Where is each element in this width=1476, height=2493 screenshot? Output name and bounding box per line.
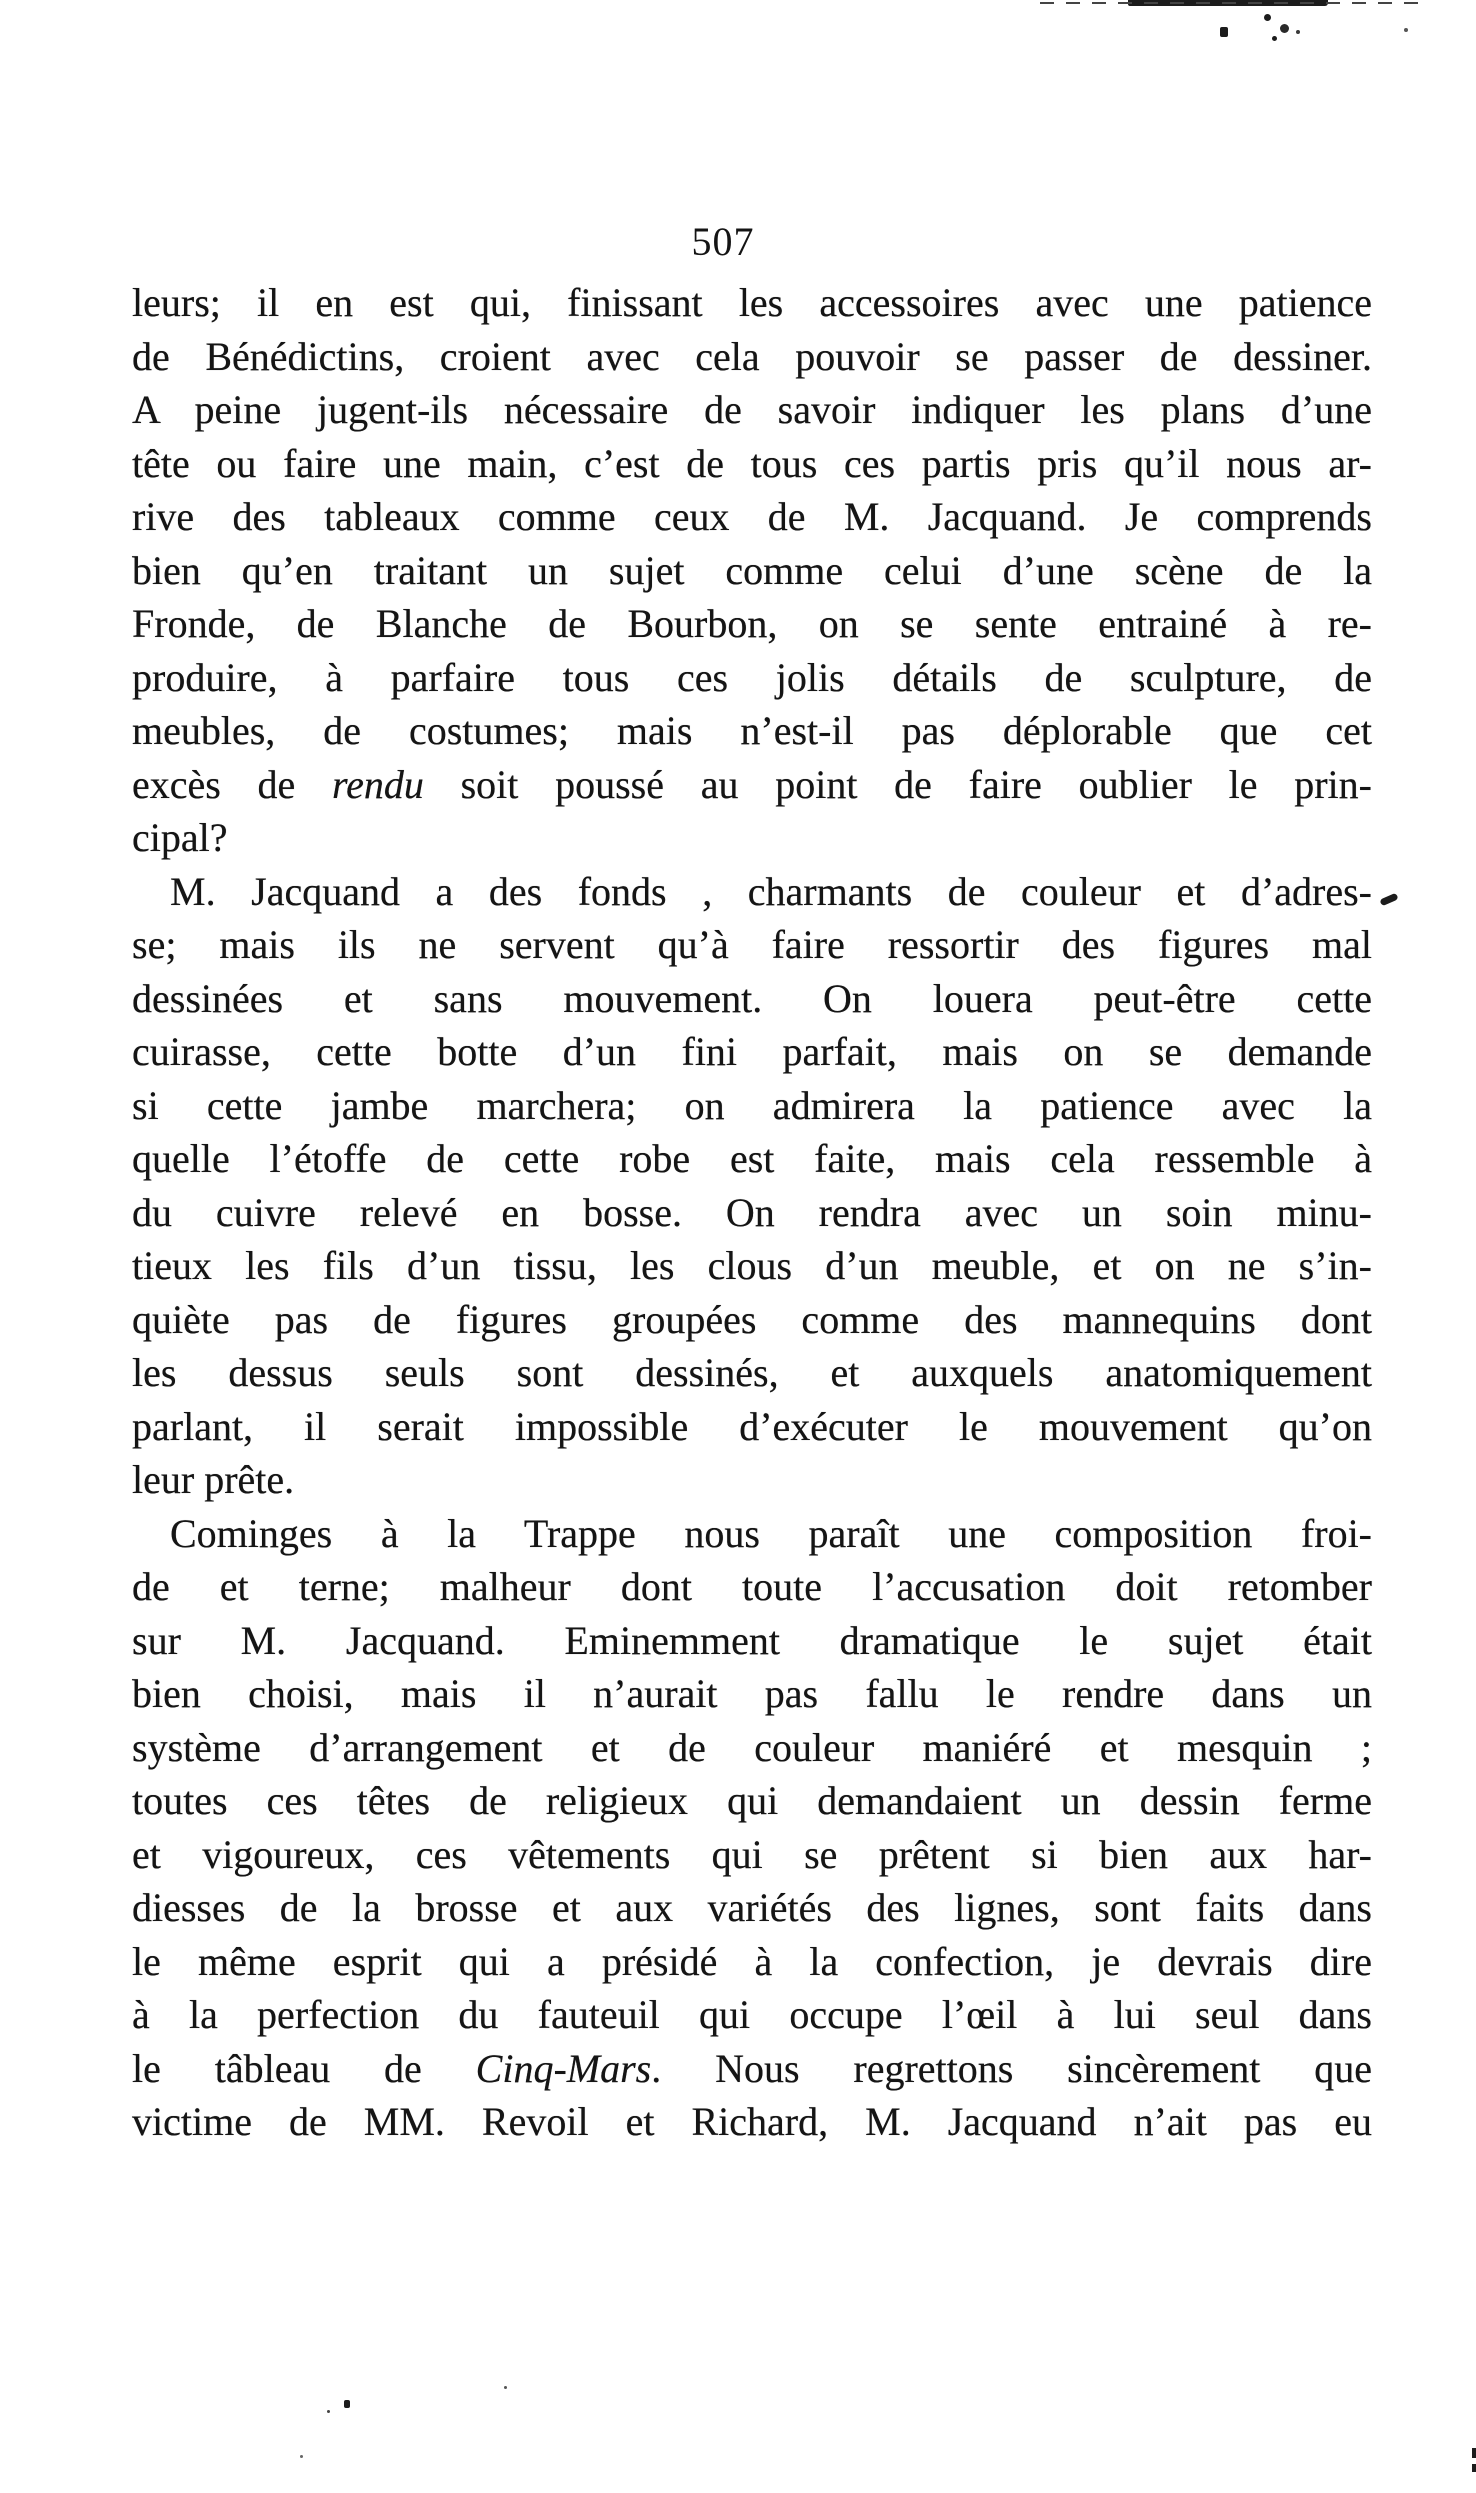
scan-speck — [504, 2386, 507, 2389]
scan-speck — [1272, 36, 1277, 41]
text-line — [132, 1025, 1372, 1079]
text-line — [132, 1828, 1372, 1882]
italic-text-segment: Cinq-Mars — [475, 2045, 652, 2091]
text-line — [132, 704, 1372, 758]
text-line — [132, 918, 1372, 972]
text-segment: si cette jambe marchera; on admirera la patience avec la — [132, 1082, 1372, 1128]
text-line — [132, 1132, 1372, 1186]
text-segment: les dessus seuls sont dessinés, et auxquels anatomiquement — [132, 1350, 1372, 1395]
text-segment: produire, à parfaire tous ces jolis détails de sculpture, de — [132, 654, 1372, 700]
text-segment: à la perfection du fauteuil qui occupe l’œil à lui seul dans — [132, 1992, 1372, 2037]
scan-speck — [1264, 14, 1271, 21]
scan-speck — [1404, 28, 1408, 32]
text-line — [132, 1935, 1372, 1989]
text-line — [132, 1721, 1372, 1775]
text-segment: victime de MM. Revoil et Richard, M. Jacquand n’ait pas eu — [132, 2099, 1372, 2144]
text-segment: dessinées et sans mouvement. On louera peut-être cette — [132, 975, 1372, 1021]
text-line — [132, 811, 1372, 865]
text-segment: système d’arrangement et de couleur maniéré et mesquin ; — [132, 1724, 1372, 1770]
scan-speck — [1220, 27, 1228, 37]
scan-speck — [1296, 30, 1300, 34]
text-segment: bien choisi, mais il n’aurait pas fallu le rendre dans un — [132, 1671, 1372, 1716]
text-segment: rive des tableaux comme ceux de M. Jacquand. Je comprends — [132, 494, 1372, 539]
text-segment: quiète pas de figures groupées comme des mannequins dont — [132, 1296, 1372, 1342]
text-line — [132, 865, 1372, 919]
text-line — [132, 972, 1372, 1026]
italic-text-segment: rendu — [332, 761, 424, 807]
text-line — [132, 276, 1372, 330]
scan-smudge-dashes — [1040, 2, 1430, 4]
text-line — [132, 544, 1372, 598]
text-segment: leurs; il en est qui, finissant les accessoires avec une patience — [132, 280, 1372, 325]
text-segment: le tâbleau de — [132, 2045, 476, 2091]
text-segment: du cuivre relevé en bosse. On rendra avec un soin minu- — [132, 1189, 1372, 1235]
text-segment: Cominges à la Trappe nous paraît une composition froi- — [170, 1510, 1372, 1556]
text-line — [132, 651, 1372, 705]
text-segment: de et terne; malheur dont toute l’accusation doit retomber — [132, 1564, 1372, 1609]
scan-edge-tick — [1472, 2464, 1476, 2472]
text-line — [132, 437, 1372, 491]
scan-speck — [300, 2455, 303, 2458]
text-segment: tieux les fils d’un tissu, les clous d’un meuble, et on ne s’in- — [132, 1243, 1372, 1288]
text-segment: parlant, il serait impossible d’exécuter le mouvement qu’on — [132, 1403, 1372, 1449]
text-line — [132, 1079, 1372, 1133]
body-text — [132, 276, 1372, 2149]
text-segment: cuirasse, cette botte d’un fini parfait, mais on se demande — [132, 1029, 1372, 1074]
text-line — [132, 1988, 1372, 2042]
text-line — [132, 1560, 1372, 1614]
text-segment: de Bénédictins, croient avec cela pouvoir se passer de dessiner. — [132, 333, 1372, 379]
text-segment: leur prête. — [132, 1457, 295, 1502]
text-line — [132, 490, 1372, 544]
text-segment: excès de — [132, 761, 333, 807]
scan-speck — [1280, 24, 1289, 33]
text-segment: le même esprit qui a présidé à la confection, je devrais dire — [132, 1938, 1372, 1984]
text-segment: et vigoureux, ces vêtements qui se prêtent si bien aux har- — [132, 1831, 1372, 1877]
text-segment: diesses de la brosse et aux variétés des lignes, sont faits dans — [132, 1885, 1372, 1930]
text-segment: A peine jugent-ils nécessaire de savoir indiquer les plans d’une — [132, 387, 1372, 432]
text-line — [132, 1293, 1372, 1347]
text-line — [132, 1453, 1372, 1507]
text-line — [132, 330, 1372, 384]
scan-speck — [344, 2400, 350, 2408]
text-line — [132, 1400, 1372, 1454]
text-line — [132, 1346, 1372, 1400]
text-segment: quelle l’étoffe de cette robe est faite, mais cela ressemble à — [132, 1136, 1372, 1181]
page-number: 507 — [691, 219, 755, 264]
text-segment: cipal? — [132, 815, 228, 860]
text-line — [132, 758, 1372, 812]
scan-edge-tick — [1472, 2448, 1476, 2458]
text-line — [132, 1239, 1372, 1293]
text-segment: bien qu’en traitant un sujet comme celui d’une scène de la — [132, 547, 1372, 593]
text-line — [132, 383, 1372, 437]
text-segment: . Nous regrettons sincèrement que — [651, 2045, 1373, 2091]
text-line — [132, 2042, 1372, 2096]
text-segment: toutes ces têtes de religieux qui demandaient un dessin ferme — [132, 1778, 1372, 1823]
text-line — [132, 597, 1372, 651]
text-line — [132, 1667, 1372, 1721]
scan-speck — [327, 2410, 330, 2413]
text-segment: M. Jacquand a des fonds , charmants de couleur et d’adres- — [170, 868, 1372, 914]
text-segment: Fronde, de Blanche de Bourbon, on se sente entrainé à re- — [132, 601, 1372, 646]
text-segment: tête ou faire une main, c’est de tous ces partis pris qu’il nous ar- — [132, 440, 1372, 486]
text-segment: sur M. Jacquand. Eminemment dramatique le sujet était — [132, 1617, 1372, 1663]
text-segment: soit poussé au point de faire oublier le prin- — [423, 761, 1372, 807]
text-line — [132, 1507, 1372, 1561]
text-line — [132, 1881, 1372, 1935]
text-segment: se; mais ils ne servent qu’à faire ressortir des figures mal — [132, 922, 1372, 967]
text-line — [132, 1774, 1372, 1828]
text-line — [132, 1186, 1372, 1240]
text-line — [132, 2095, 1372, 2149]
text-line — [132, 1614, 1372, 1668]
text-segment: meubles, de costumes; mais n’est-il pas déplorable que cet — [132, 708, 1372, 753]
scan-margin-tick — [1379, 893, 1398, 907]
